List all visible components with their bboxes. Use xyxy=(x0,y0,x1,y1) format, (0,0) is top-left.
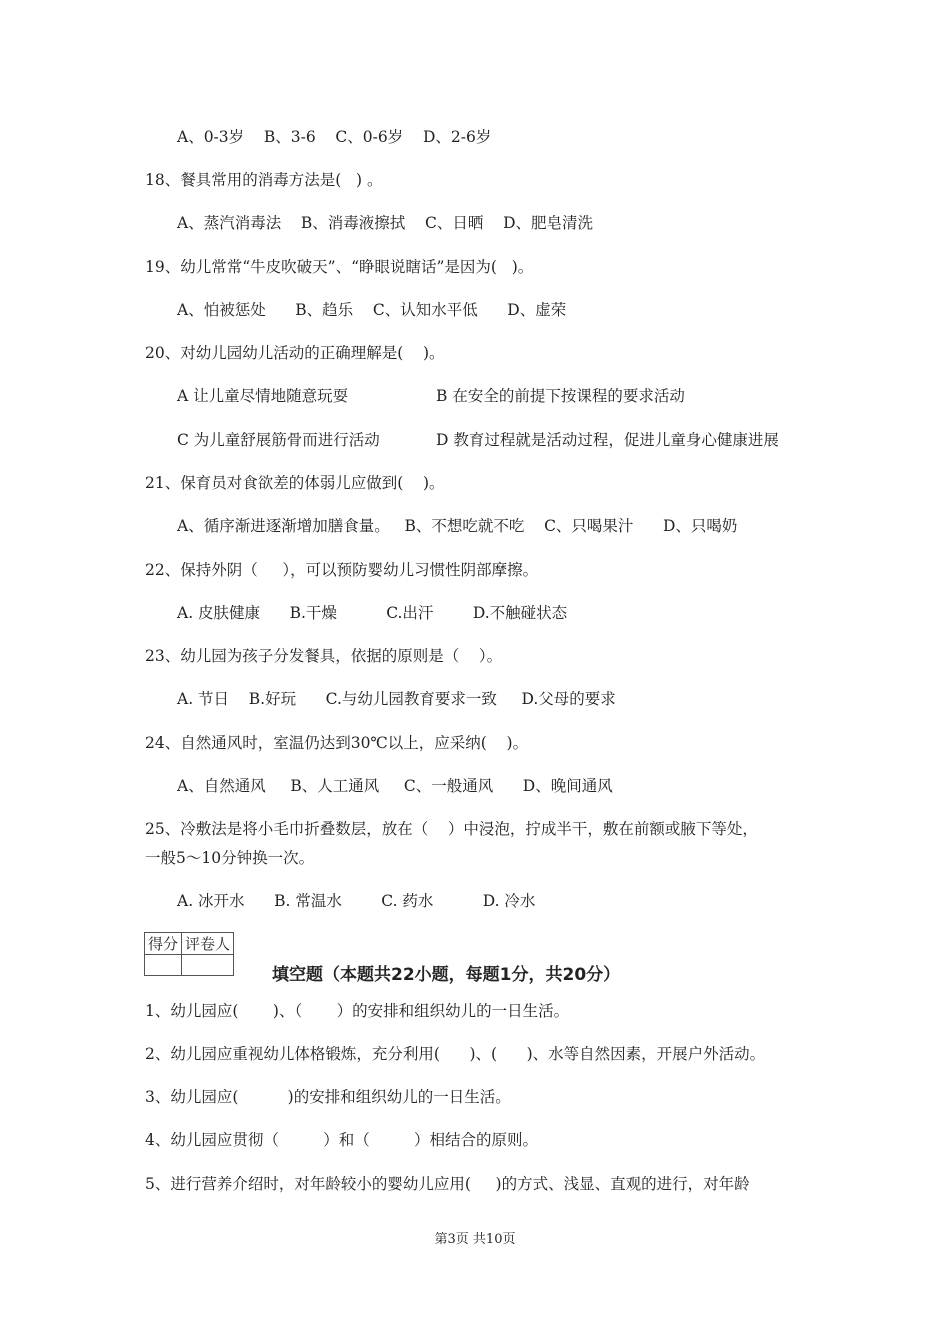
q21-stem: 21、保育员对食欲差的体弱儿应做到( )。 xyxy=(145,474,445,492)
q19-stem: 19、幼儿常常“牛皮吹破天”、“睁眼说瞎话”是因为( )。 xyxy=(145,258,534,276)
fill-q4: 4、幼儿园应贯彻（ ）和（ ）相结合的原则。 xyxy=(145,1131,539,1149)
fill-q1: 1、幼儿园应( )、（ ）的安排和组织幼儿的一日生活。 xyxy=(145,1002,570,1020)
q21-options: A、循序渐进逐渐增加膳食量。 B、不想吃就不吃 C、只喝果汁 D、只喝奶 xyxy=(177,517,738,535)
q20-option-d: D 教育过程就是活动过程，促进儿童身心健康进展 xyxy=(436,431,779,449)
q23-stem: 23、幼儿园为孩子分发餐具，依据的原则是（ ）。 xyxy=(145,647,503,665)
q18-stem: 18、餐具常用的消毒方法是( ) 。 xyxy=(145,171,383,189)
fill-q3: 3、幼儿园应( )的安排和组织幼儿的一日生活。 xyxy=(145,1088,511,1106)
section-title: 填空题（本题共22小题，每题1分，共20分） xyxy=(272,965,621,985)
q24-options: A、自然通风 B、人工通风 C、一般通风 D、晚间通风 xyxy=(177,777,613,795)
q22-options: A. 皮肤健康 B.干燥 C.出汗 D.不触碰状态 xyxy=(177,604,568,622)
q19-options: A、怕被惩处 B、趋乐 C、认知水平低 D、虚荣 xyxy=(177,301,567,319)
score-cell xyxy=(145,955,182,976)
q25-stem: 25、冷敷法是将小毛巾折叠数层，放在（ ）中浸泡，拧成半干，敷在前额或腋下等处， xyxy=(145,820,758,838)
score-box xyxy=(144,932,234,976)
grader-cell xyxy=(182,955,234,976)
q20-option-a: A 让儿童尽情地随意玩耍 xyxy=(177,387,349,405)
q18-options: A、蒸汽消毒法 B、消毒液擦拭 C、日晒 D、肥皂清洗 xyxy=(177,214,593,232)
fill-q5: 5、进行营养介绍时，对年龄较小的婴幼儿应用( )的方式、浅显、直观的进行，对年龄 xyxy=(145,1175,750,1193)
q20-option-b: B 在安全的前提下按课程的要求活动 xyxy=(436,387,685,405)
q25-options: A. 冰开水 B. 常温水 C. 药水 D. 冷水 xyxy=(177,892,536,910)
q25-stem-cont: 一般5～10分钟换一次。 xyxy=(145,849,315,867)
grader-label: 评卷人 xyxy=(182,933,234,955)
fill-q2: 2、幼儿园应重视幼儿体格锻炼，充分利用( )、( )、水等自然因素，开展户外活动。 xyxy=(145,1045,766,1063)
q24-stem: 24、自然通风时，室温仍达到30℃以上，应采纳( )。 xyxy=(145,734,529,752)
score-label: 得分 xyxy=(145,933,182,955)
q23-options: A. 节日 B.好玩 C.与幼儿园教育要求一致 D.父母的要求 xyxy=(177,690,616,708)
q20-stem: 20、对幼儿园幼儿活动的正确理解是( )。 xyxy=(145,344,445,362)
page-footer: 第3页 共10页 xyxy=(434,1232,516,1247)
q20-option-c: C 为儿童舒展筋骨而进行活动 xyxy=(177,431,380,449)
q22-stem: 22、保持外阴（ ），可以预防婴幼儿习惯性阴部摩擦。 xyxy=(145,561,539,579)
q17-options: A、0-3岁 B、3-6 C、0-6岁 D、2-6岁 xyxy=(177,128,492,146)
